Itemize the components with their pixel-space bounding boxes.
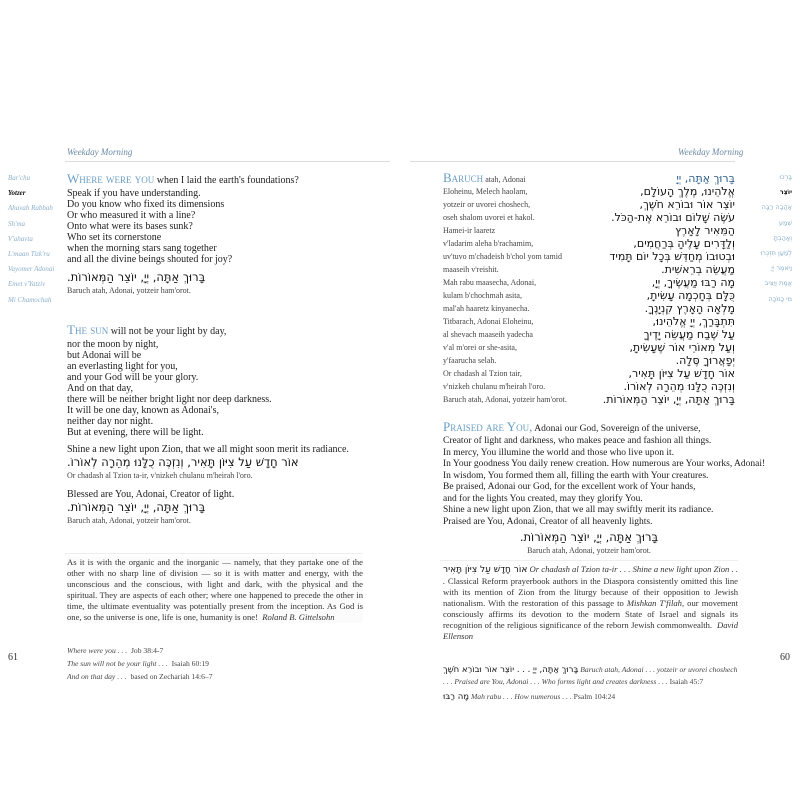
nav-item-lmaan-tizkru[interactable]: לְמַעַן תִּזְכְּרוּ [760,249,792,258]
transliteration [443,171,526,186]
yotzer-prayer-table [443,172,735,406]
hebrew-line: בָּרוּךְ אַתָּה, יְיָ [676,172,735,185]
nav-item-vayomer-adonai[interactable]: Vayomer Adonai [8,265,55,274]
nav-item-mi-chamochah[interactable]: Mi Chamochah [8,295,52,304]
poem-line: when the morning stars sang together [67,243,217,254]
reading-the-sun [67,323,397,526]
poem-line: And on that day, [67,383,134,394]
poem-line: Or who measured it with a line? [67,210,196,221]
transliteration: Baruch atah, Adonai, yotzeir ham'orot. [67,286,191,295]
hebrew-line: מָה רַבּוּ מַעֲשֶׂיךָ, יְיָ, [651,276,735,289]
nav-item-vahavta[interactable]: V'ahavta [8,234,33,243]
hebrew-line: מַעֲשֵׂה בְרֵאשִׁית. [661,263,735,276]
transliteration: v'ladarim aleha b'rachamim, [443,239,534,248]
prayer-row [443,315,735,328]
transliteration: Baruch atah, Adonai, yotzeir ham'orot. [527,546,651,555]
right-running-header: Weekday Morning [678,147,744,157]
page-number-left: 61 [8,652,18,663]
transliteration: maaseih v'reishit. [443,265,499,274]
hebrew-line: בָּרוּךְ אַתָּה, יְיָ, יוֹצֵר הַמְּאוֹרוֹת. [602,393,735,406]
hebrew-line: תִּתְבָּרַךְ, יְיָ אֱלֹהֵינוּ, [652,315,735,328]
prayer-row [443,289,735,302]
transliteration: Hamei-ir laaretz [443,226,496,235]
transliteration: y'faarucha selah. [443,356,497,365]
hebrew-line: וְנִזְכֶּה כֻלָּנוּ מְהֵרָה לְאוֹרוֹ. [623,380,735,393]
poem-line: In Your goodness You daily renew creation. How numerous are Your works, Adonai! [443,459,766,469]
poem-line: but Adonai will be [67,350,142,361]
prayer-row [443,263,735,276]
header-rule [65,161,390,162]
shine-hebrew: אוֹר חָדָשׁ עַל צִיּוֹן תָּאִיר, וְנִזְכֶּה כֻלָּנוּ מְהֵרָה לְאוֹרוֹ. [67,455,299,469]
prayer-row [443,393,735,406]
poem-line: Onto what were its bases sunk? [67,221,193,232]
poem-line: Do you know who fixed its dimensions [67,199,225,210]
left-running-header: Weekday Morning [67,147,133,157]
hebrew-line: יְפָאֲרוּךָ סֶּלָה. [675,354,735,367]
reading-lead: Baruch [443,170,484,185]
prayer-row [443,198,735,211]
left-sources [67,644,213,683]
prayer-row [443,341,735,354]
right-sources [443,664,738,703]
transliteration: Titbarach, Adonai Eloheinu, [443,317,534,326]
commentary-hebrew: אוֹר חָדָשׁ עַל צִיּוֹן תָּאִיר [443,565,528,575]
hebrew-line: עֹשֶׂה שָׁלוֹם וּבוֹרֵא אֶת-הַכֹּל. [611,211,735,224]
source-item: And on that day . . . based on Zechariah 14:6–7 [67,672,213,681]
prayer-row [443,354,735,367]
hebrew-line: הַמֵּאִיר לָאָרֶץ [675,224,735,237]
poem-line: and for the lights You created, may they glorify You. [443,493,643,504]
transliteration: Mah rabu maasecha, Adonai, [443,278,537,287]
poem-line: Adonai our God, Sovereign of the universe, [532,424,701,434]
nav-item-barchu[interactable]: בָּרְכוּ [779,173,792,181]
commentary-author: David Ellenson [443,620,738,641]
hebrew-line: אֱלֹהֵינוּ, מֶלֶךְ הָעוֹלָם, [640,185,735,198]
poem-line: It will be one day, known as Adonai's, [67,405,219,416]
poem-line: will not be your light by day, [108,326,227,337]
poem-line: and your God will be your glory. [67,372,199,383]
header-rule [410,161,735,162]
transliteration: Or chadash al Tzion tair, [443,369,522,378]
source-item: בָּרוּךְ אַתָּה, יְיָ . . . יוֹצֵר אוֹר וּבוֹרֵא חֹשֶׁךְ Baruch atah, Adonai . . . yotzeir or uvorei choshech . . . Praised are You, Adonai . . . Who forms light and creates darkness . . . Isaiah 45:7 [443,665,738,686]
poem-line: there will be neither bright light nor deep darkness. [67,394,272,405]
source-item: The sun will not be your light . . . Isaiah 60:19 [67,659,209,668]
prayer-row [443,250,735,263]
prayer-row [443,302,735,315]
commentary-text: Classical Reform prayerbook authors in the Diaspora consistently omitted this line with its mention of Zion from the liturgy because of their opposition to Jewish nationalism. With the restoration of this passage to [443,576,739,608]
transliteration: v'nizkeh chulanu m'heirah l'oro. [443,382,546,391]
hebrew-blessing [443,530,735,545]
hebrew-line: כֻּלָּם בְּחָכְמָה עָשִׂיתָ, [646,289,735,302]
nav-item-vayomer-adonai[interactable]: וַיֹּאמֶר יְיָ [771,264,792,273]
commentary-text: , our movement consciously affirms its devotion to the modern State of Israel and signals its recognition of the religious significance of the reborn Jewish commonwealth. [443,598,738,630]
right-commentary [443,564,738,642]
reading-praised-are-you [443,419,766,528]
prayer-row [443,276,735,289]
poem-line: Speak if you have understanding. [67,188,201,199]
prayer-row [443,211,735,224]
prayer-row [443,224,735,237]
hebrew-blessing: בָּרוּךְ אַתָּה, יְיָ, יוֹצֵר הַמְּאוֹרוֹת. [67,500,206,514]
transliteration: yotzeir or uvorei choshech, [443,200,531,209]
commentary-text: As it is with the organic and the inorganic — namely, that they partake one of the other with no sharp line of division — so it is with matter and energy, with the unconscious and the conscious, with light and dark, with the physical and the spiritual. They are aspects of each other; where one happened to precede the other in time, the ultimate eventuality was potentially present from the inception. As God is one, so the universe is one, life is one, humanity is one! [67,557,363,622]
transliteration: Baruch atah, Adonai, yotzeir ham'orot. [443,395,567,404]
book-title: Mishkan T'filah [626,598,682,608]
prayer-row [443,367,735,380]
reading-lead: Where were you [67,171,155,186]
nav-item-yotzer-current[interactable]: Yotzer [8,189,26,198]
commentary-rule [65,553,363,554]
transliteration: al shevach maaseih yadecha [443,330,533,339]
nav-item-emet-vyatziv[interactable]: Emet v'Yatziv [8,280,46,289]
poem-line: Shine a new light upon Zion, that we all may swiftly merit its radiance. [443,505,714,515]
nav-item-lmaan-tizkru[interactable]: L'maan Tizk'ru [8,250,50,259]
shine-transliteration: Or chadash al Tzion ta-ir, v'nizkeh chulanu m'heirah l'oro. [67,471,253,480]
shine-line: Shine a new light upon Zion, that we all might soon merit its radiance. [67,444,349,455]
hebrew-text: בָּרוּךְ אַתָּה, יְיָ, יוֹצֵר הַמְּאוֹרוֹת. [519,530,659,544]
poem-line: Who set its cornerstone [67,232,162,243]
poem-line: But at evening, there will be light. [67,427,204,438]
left-section-nav [8,171,54,308]
nav-item-barchu[interactable]: Bar'chu [8,174,31,182]
poem-line: In mercy, You illumine the world and those who live upon it. [443,447,675,458]
prayer-row [443,380,735,393]
right-section-nav [761,170,792,307]
poem-line: an everlasting light for you, [67,361,178,372]
transliteration: uv'tuvo m'chadeish b'chol yom tamid [443,252,562,261]
hebrew-line: עַל שֶׁבַח מַעֲשֵׂה יָדֶיךָ [643,328,735,341]
transliteration: Baruch atah, Adonai, yotzeir ham'orot. [67,516,191,525]
transliteration: kulam b'chochmah asita, [443,291,522,300]
prayer-row [443,185,735,198]
nav-item-yotzer-current[interactable]: יוֹצֵר [779,188,792,197]
transliteration: mal'ah haaretz kinyanecha. [443,304,530,313]
source-item: Where were you . . . Job 38:4-7 [67,646,164,655]
poem-line: nor the moon by night, [67,339,159,350]
prayer-row [443,237,735,250]
nav-item-shma[interactable]: שְׁמַע [778,218,792,227]
transliteration: oseh shalom uvorei et hakol. [443,213,535,222]
hebrew-line: וְעַל מְאוֹרֵי אוֹר שֶׁעָשִׂיתָ, [629,341,735,354]
nav-item-emet-vyatziv[interactable]: אֱמֶת וְיַצִּיב [764,279,792,288]
hebrew-blessing: בָּרוּךְ אַתָּה, יְיָ, יוֹצֵר הַמְּאוֹרוֹת. [67,270,206,284]
commentary-rule [440,560,738,561]
poem-line: and all the divine beings shouted for joy? [67,254,233,265]
hebrew-line: יוֹצֵר אוֹר וּבוֹרֵא חֹשֶׁךְ, [639,198,735,211]
poem-line: when I laid the earth's foundations? [154,175,299,186]
nav-item-ahavah-rabbah[interactable]: Ahavah Rabbah [8,204,53,213]
reading-where-were-you [67,172,392,296]
nav-item-ahavah-rabbah[interactable]: אַהֲבָה רַבָּה [761,203,792,212]
poem-line: Creator of light and darkness, who makes peace and fashion all things. [443,436,712,446]
poem-line: Praised are You, Adonai, Creator of all heavenly lights. [443,516,653,527]
hebrew-line: אוֹר חָדָשׁ עַל צִיּוֹן תָּאִיר, [628,367,735,380]
prayer-row [443,172,735,185]
poem-line: In wisdom, You formed them all, filling the earth with Your creatures. [443,470,709,481]
nav-item-mi-chamochah[interactable]: מִי כָמֹכָה [768,294,792,303]
transliteration: v'al m'orei or she-asita, [443,343,517,352]
commentary-cite: Or chadash al Tzion ta-ir . . . Shine a new light upon Zion . . . [443,564,738,586]
transliteration-text: atah, Adonai [483,175,526,184]
source-item: מָה רַבּוּ Mah rabu . . . How numerous . . . Psalm 104:24 [443,692,616,702]
commentary-author: Roland B. Gittelsohn [262,612,335,622]
transliteration: Eloheinu, Melech haolam, [443,187,528,196]
hebrew-line: מָלְאָה הָאָרֶץ קִנְיָנֶךָ. [644,302,735,315]
reading-lead: The sun [67,322,109,337]
poem-line: Be praised, Adonai our God, for the excellent work of Your hands, [443,482,696,492]
blessed-line: Blessed are You, Adonai, Creator of light. [67,489,235,500]
nav-item-vahavta[interactable]: וְאָהַבְתָּ [773,233,792,242]
hebrew-line: וְלַדָּרִים עָלֶיהָ בְּרַחֲמִים, [633,237,735,250]
nav-item-shma[interactable]: Sh'ma [8,219,26,228]
poem-line: neither day nor night. [67,416,154,427]
page-number-right: 60 [780,652,790,663]
prayer-row [443,328,735,341]
left-commentary [67,557,363,623]
reading-lead: Praised are You, [443,419,533,434]
hebrew-line: וּבְטוּבוֹ מְחַדֵּשׁ בְּכָל יוֹם תָּמִיד [609,250,735,263]
